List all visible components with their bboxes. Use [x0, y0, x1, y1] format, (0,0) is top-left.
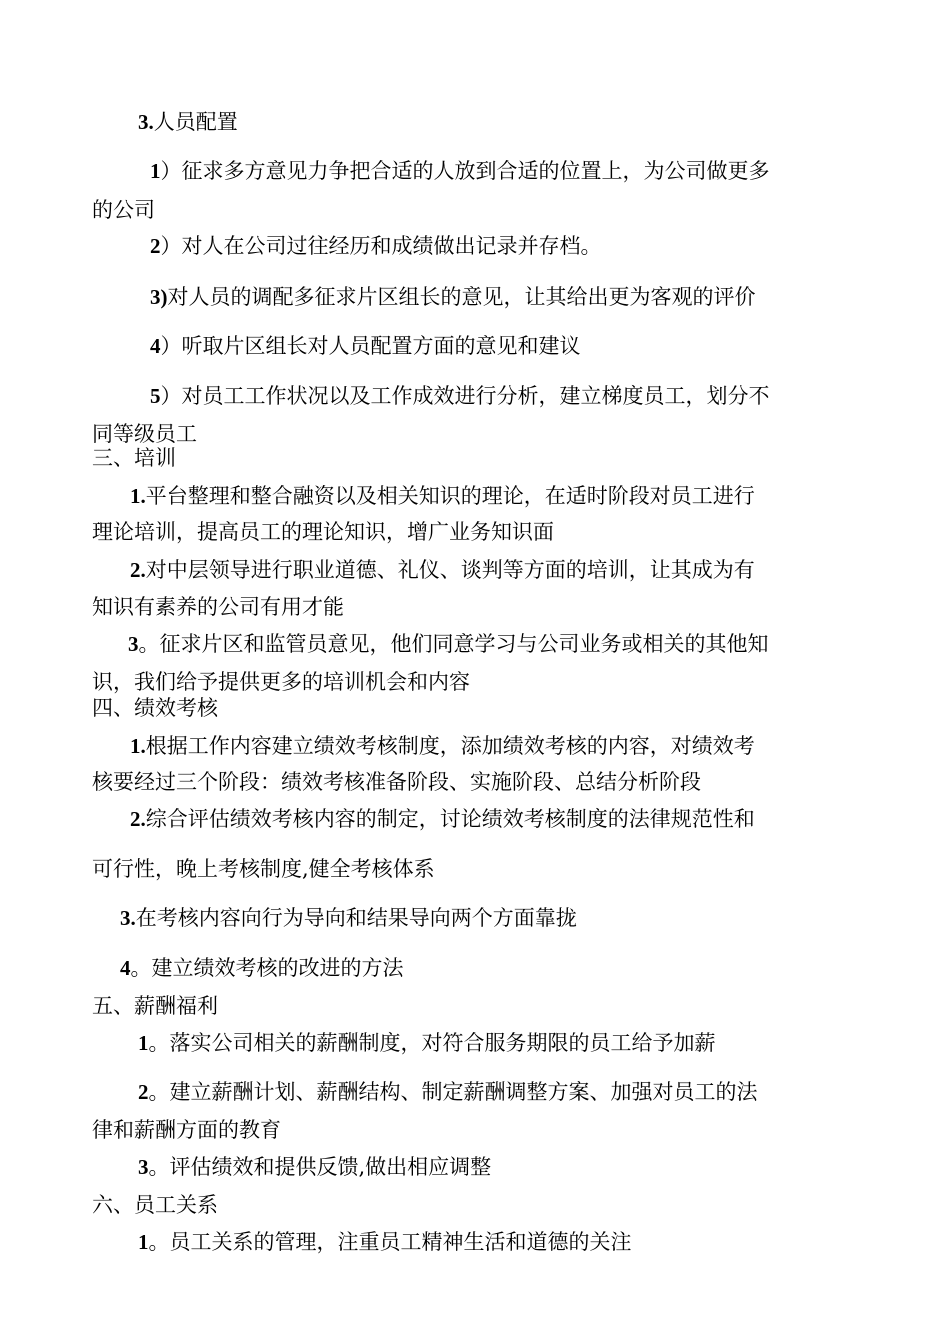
list-item: 1）征求多方意见力争把合适的人放到合适的位置上，为公司做更多 — [150, 159, 770, 183]
list-item-continuation: 识，我们给予提供更多的培训机会和内容 — [92, 670, 470, 694]
list-item: 3。评估绩效和提供反馈,做出相应调整 — [138, 1155, 492, 1179]
list-item: 1.平台整理和整合融资以及相关知识的理论，在适时阶段对员工进行 — [130, 484, 755, 508]
list-item: 3)对人员的调配多征求片区组长的意见，让其给出更为客观的评价 — [150, 285, 756, 309]
section-heading-compensation: 五、薪酬福利 — [92, 994, 218, 1018]
list-item: 4）听取片区组长对人员配置方面的意见和建议 — [150, 334, 581, 358]
list-item: 1。落实公司相关的薪酬制度，对符合服务期限的员工给予加薪 — [138, 1031, 716, 1055]
list-item-continuation: 核要经过三个阶段：绩效考核准备阶段、实施阶段、总结分析阶段 — [92, 770, 701, 794]
list-item-continuation: 同等级员工 — [92, 422, 197, 446]
section-heading-performance: 四、绩效考核 — [92, 696, 218, 720]
list-item-continuation: 理论培训，提高员工的理论知识，增广业务知识面 — [92, 520, 554, 544]
subsection-title-staffing: 3.人员配置 — [138, 110, 238, 134]
list-item: 1.根据工作内容建立绩效考核制度，添加绩效考核的内容，对绩效考 — [130, 734, 755, 758]
list-item: 2.综合评估绩效考核内容的制定，讨论绩效考核制度的法律规范性和 — [130, 807, 755, 831]
list-item: 3。征求片区和监管员意见，他们同意学习与公司业务或相关的其他知 — [128, 632, 769, 656]
list-item: 1。员工关系的管理，注重员工精神生活和道德的关注 — [138, 1230, 632, 1254]
list-item-continuation: 知识有素养的公司有用才能 — [92, 595, 344, 619]
list-item: 2.对中层领导进行职业道德、礼仪、谈判等方面的培训，让其成为有 — [130, 558, 755, 582]
section-heading-relations: 六、员工关系 — [92, 1193, 218, 1217]
list-item: 5）对员工工作状况以及工作成效进行分析，建立梯度员工，划分不 — [150, 384, 770, 408]
list-item: 3.在考核内容向行为导向和结果导向两个方面靠拢 — [120, 906, 577, 930]
list-item: 2）对人在公司过往经历和成绩做出记录并存档。 — [150, 234, 602, 258]
list-item-continuation: 的公司 — [92, 198, 155, 222]
list-item: 4。建立绩效考核的改进的方法 — [120, 956, 404, 980]
list-item-continuation: 可行性，晚上考核制度,健全考核体系 — [92, 857, 435, 881]
list-item-continuation: 律和薪酬方面的教育 — [92, 1118, 281, 1142]
list-item: 2。建立薪酬计划、薪酬结构、制定薪酬调整方案、加强对员工的法 — [138, 1080, 758, 1104]
section-heading-training: 三、培训 — [92, 446, 176, 470]
